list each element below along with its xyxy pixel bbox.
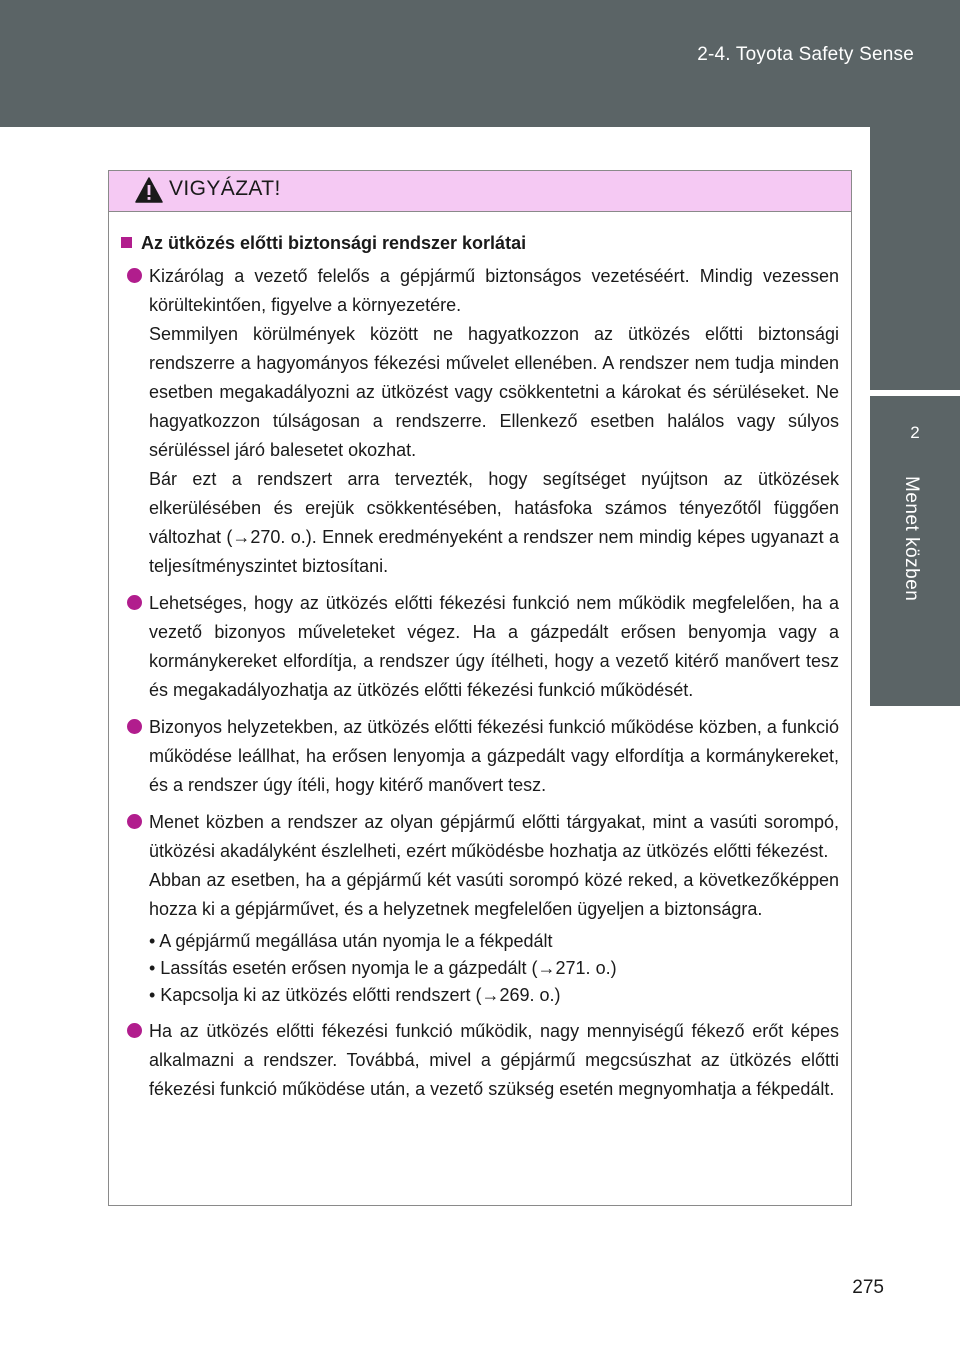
header-bar	[0, 0, 960, 127]
sub-list	[149, 928, 839, 1009]
section-heading-text: Az ütközés előtti biztonsági rendszer korlátai	[141, 233, 527, 253]
section-heading	[121, 230, 839, 256]
list-item	[121, 1017, 839, 1104]
list-item	[121, 808, 839, 1009]
chapter-number: 2	[910, 423, 920, 442]
chapter-label: Menet közben	[901, 476, 922, 602]
square-bullet-icon	[121, 237, 132, 248]
sub-list-item: • A gépjármű megállása után nyomja le a fékpedált	[149, 931, 553, 951]
list-item	[121, 262, 839, 581]
paragraph: Semmilyen körülmények között ne hagyatkozzon az ütközés előtti biztonsági rendszerre a hagyományos fékezési művelet ellenében. A rendszer nem tudja minden esetben megakadályozni az ütközést vagy csökkentetni a károkat és sérüléseket. Ne hagyatkozzon túlságosan a rendszerre. Ellenkező esetben halálos vagy súlyos sérüléssel járó balesetet okozhat.	[149, 324, 839, 460]
paragraph: Ha az ütközés előtti fékezési funkció működik, nagy mennyiségű fékező erőt képes alkalmazni a rendszer. Továbbá, mivel a gépjármű megcsúszhat az ütközés előtti fékezési funkció működése után, a vezető szükség esetén megnyomhatja a fékpedált.	[149, 1021, 839, 1099]
chapter-side-tab	[870, 393, 960, 706]
warning-box	[108, 170, 852, 1206]
bullet-dot-icon	[127, 719, 142, 734]
bullet-dot-icon	[127, 1023, 142, 1038]
paragraph: Abban az esetben, ha a gépjármű két vasúti sorompó közé reked, a következőképpen hozza ki a gépjárművet, és a helyzetnek megfelelően ügyeljen a biztonságra.	[149, 870, 839, 919]
list-item	[121, 713, 839, 800]
bullet-dot-icon	[127, 595, 142, 610]
warning-content	[109, 212, 851, 1205]
paragraph: Lehetséges, hogy az ütközés előtti fékezési funkció nem működik megfelelően, ha a vezető bizonyos műveleteket végez. Ha a gázpedált erősen benyomja vagy a kormánykereket elfordítja, a rendszer úgy ítélheti, hogy a vezető kitérő manővert tesz és megakadályozhatja az ütközés előtti fékezési funkció működését.	[149, 593, 839, 700]
warning-triangle-icon	[135, 177, 163, 203]
side-tab-top	[870, 127, 960, 390]
paragraph: Menet közben a rendszer az olyan gépjármű előtti tárgyakat, mint a vasúti sorompó, ütközési akadályként észlelheti, ezért működésbe hozhatja az ütközés előtti fékezést.	[149, 812, 839, 861]
bullet-dot-icon	[127, 814, 142, 829]
bullet-dot-icon	[127, 268, 142, 283]
paragraph: Bizonyos helyzetekben, az ütközés előtti fékezési funkció működése közben, a funkció működése leállhat, ha erősen lenyomja a gázpedált vagy elfordítja a kormánykereket, és a rendszer úgy ítéli, hogy kitérő manővert tesz.	[149, 717, 839, 795]
page-number: 275	[852, 1277, 884, 1298]
warning-header	[109, 171, 851, 212]
sub-list-item: • Lassítás esetén erősen nyomja le a gázpedált (→271. o.)	[149, 958, 617, 978]
paragraph: Bár ezt a rendszert arra tervezték, hogy segítséget nyújtson az ütközések elkerülésében és erejük csökkentésében, hatásfoka számos tényezőtől függően változhat (→270. o.). Ennek eredményeként a rendszer nem mindig képes ugyanazt a teljesítményszintet biztosítani.	[149, 469, 839, 576]
section-title: 2-4. Toyota Safety Sense	[697, 44, 914, 65]
list-item	[121, 589, 839, 705]
paragraph: Kizárólag a vezető felelős a gépjármű biztonságos vezetéséért. Mindig vezessen körültekintően, figyelve a környezetére.	[149, 266, 839, 315]
warning-title: VIGYÁZAT!	[169, 177, 281, 200]
sub-list-item: • Kapcsolja ki az ütközés előtti rendszert (→269. o.)	[149, 985, 561, 1005]
